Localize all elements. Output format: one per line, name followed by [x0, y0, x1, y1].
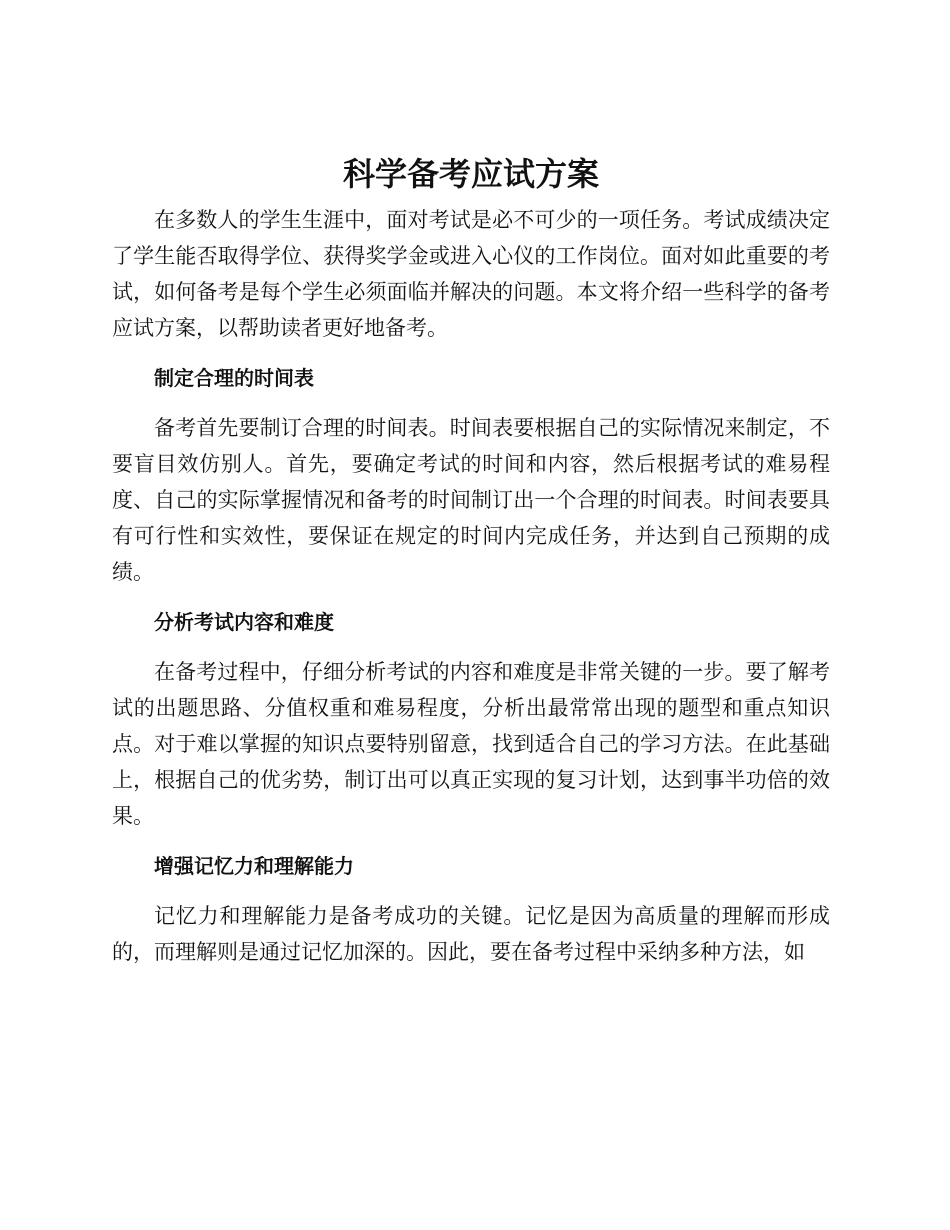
section-heading-schedule: 制定合理的时间表	[154, 366, 314, 390]
section-body-schedule: 备考首先要制订合理的时间表。时间表要根据自己的实际情况来制定，不要盲目效仿别人。首先，要确定考试的时间和内容，然后根据考试的难易程度、自己的实际掌握情况和备考的时间制订出一个合理的时间表。时间表要具有可行性和实效性，要保证在规定的时间内完成任务，并达到自己预期的成绩。	[112, 416, 830, 584]
section-body-memory: 记忆力和理解能力是备考成功的关键。记忆是因为高质量的理解而形成的，而理解则是通过记忆加深的。因此，要在备考过程中采纳多种方法，如	[112, 904, 830, 964]
document-page	[112, 150, 830, 970]
section-heading-analysis: 分析考试内容和难度	[154, 610, 334, 634]
section-heading-memory: 增强记忆力和理解能力	[154, 854, 354, 878]
section-body-analysis: 在备考过程中，仔细分析考试的内容和难度是非常关键的一步。要了解考试的出题思路、分值权重和难易程度，分析出最常常出现的题型和重点知识点。对于难以掌握的知识点要特别留意，找到适合自己的学习方法。在此基础上，根据自己的优劣势，制订出可以真正实现的复习计划，达到事半功倍的效果。	[112, 660, 830, 828]
document-title: 科学备考应试方案	[342, 155, 599, 193]
intro-paragraph: 在多数人的学生生涯中，面对考试是必不可少的一项任务。考试成绩决定了学生能否取得学位、获得奖学金或进入心仪的工作岗位。面对如此重要的考试，如何备考是每个学生必须面临并解决的问题。本文将介绍一些科学的备考应试方案，以帮助读者更好地备考。	[112, 208, 830, 340]
